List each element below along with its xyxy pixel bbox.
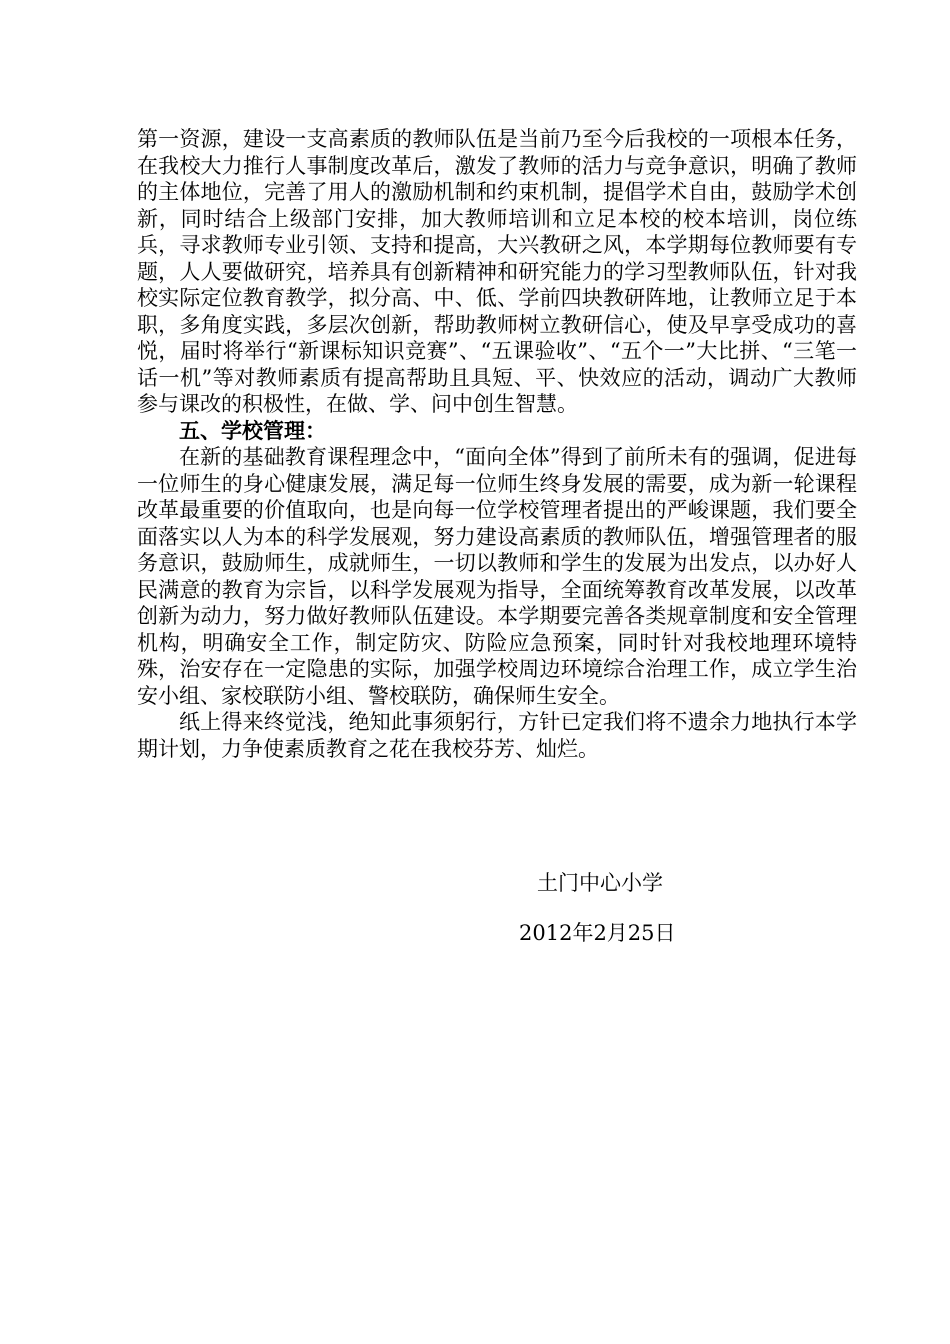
section-heading-school-management: 五、学校管理： <box>179 417 326 443</box>
signature-school-name: 土门中心小学 <box>537 871 663 895</box>
continuation-paragraph: 第一资源，建设一支高素质的教师队伍是当前乃至今后我校的一项根本任务，在我校大力推行人事制度改革后，激发了教师的活力与竞争意识，明确了教师的主体地位，完善了用人的激励机制和约束机制，提倡学术自由，鼓励学术创新，同时结合上级部门安排，加大教师培训和立足本校的校本培训，岗位练兵，寻求教师专业引领、支持和提高，大兴教研之风，本学期每位教师要有专题，人人要做研究，培养具有创新精神和研究能力的学习型教师队伍，针对我校实际定位教育教学，拟分高、中、低、学前四块教研阵地，让教师立足于本职，多角度实践，多层次创新，帮助教师树立教研信心，使及早享受成功的喜悦，届时将举行“新课标知识竞赛”、“五课验收”、“五个一”大比拼、“三笔一话一机”等对教师素质有提高帮助且具短、平、快效应的活动，调动广大教师参与课改的积极性，在做、学、问中创生智慧。 <box>137 127 857 416</box>
signature-date: 2012年2月25日 <box>519 921 676 945</box>
management-paragraph: 在新的基础教育课程理念中，“面向全体”得到了前所未有的强调，促进每一位师生的身心健康发展，满足每一位师生终身发展的需要，成为新一轮课程改革最重要的价值取向，也是向每一位学校管理者提出的严峻课题，我们要全面落实以人为本的科学发展观，努力建设高素质的教师队伍，增强管理者的服务意识，鼓励师生，成就师生，一切以教师和学生的发展为出发点，以办好人民满意的教育为宗旨，以科学发展观为指导，全面统筹教育改革发展，以改革创新为动力，努力做好教师队伍建设。本学期要完善各类规章制度和安全管理机构，明确安全工作，制定防灾、防险应急预案，同时针对我校地理环境特殊，治安存在一定隐患的实际，加强学校周边环境综合治理工作，成立学生治安小组、家校联防小组、警校联防，确保师生安全。 <box>137 445 857 708</box>
closing-paragraph: 纸上得来终觉浅，绝知此事须躬行，方针已定我们将不遗余力地执行本学期计划，力争使素质教育之花在我校芬芳、灿烂。 <box>137 710 857 761</box>
document-body <box>137 126 857 762</box>
